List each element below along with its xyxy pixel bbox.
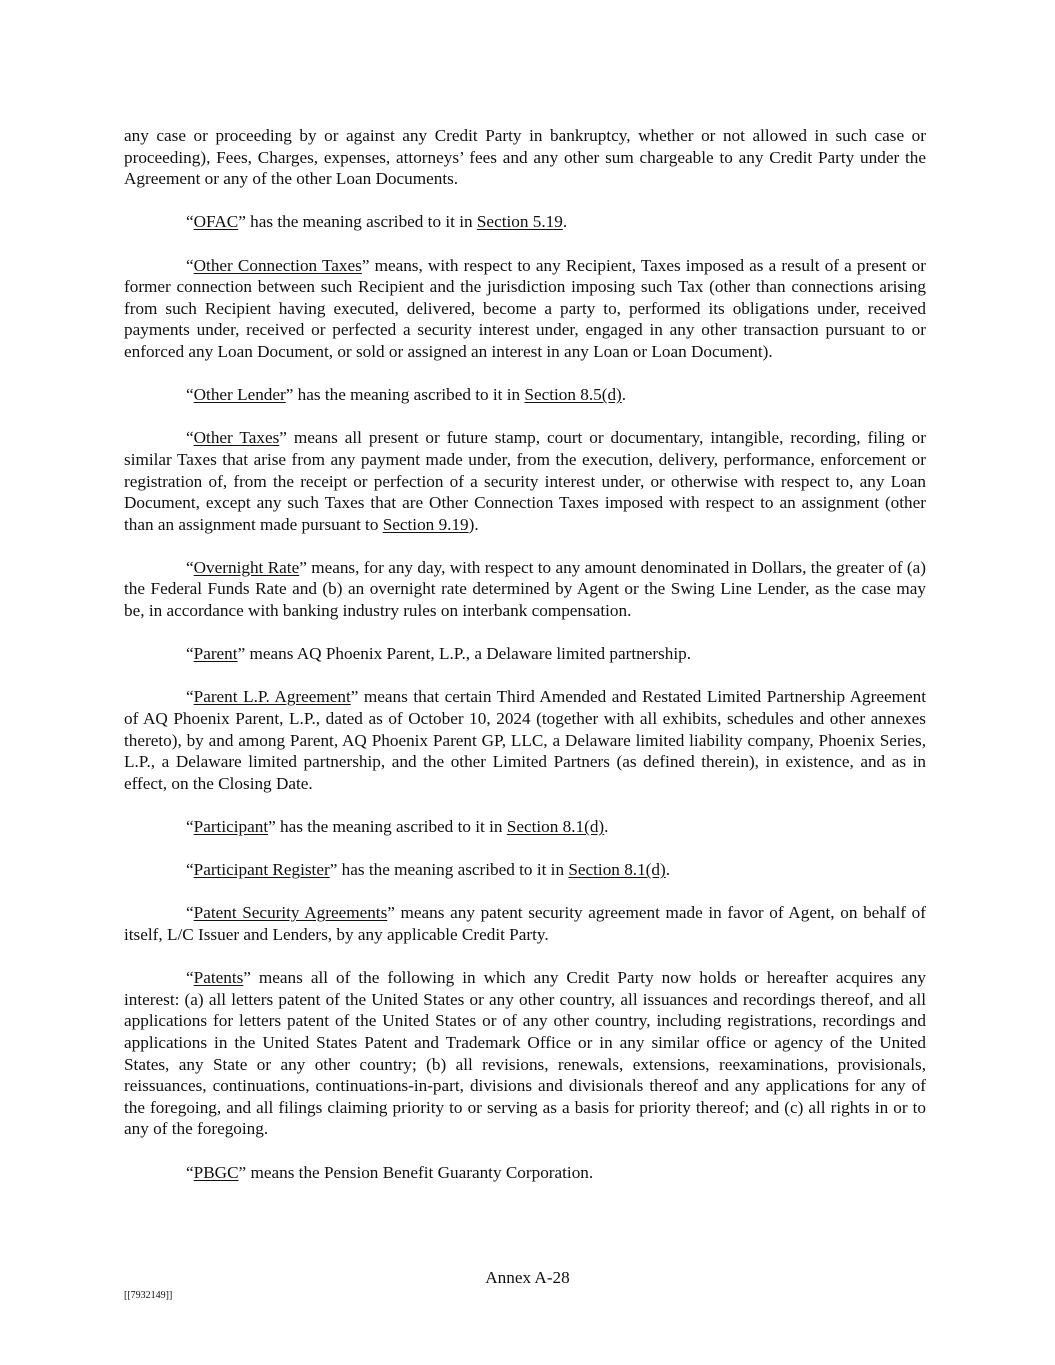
defined-term: Parent L.P. Agreement: [193, 687, 351, 707]
defined-term: Parent: [193, 644, 238, 664]
page-number: Annex A-28: [485, 1268, 570, 1287]
section-reference: Section 8.5(d): [524, 385, 622, 405]
definition-parent-lp-agreement: “Parent L.P. Agreement” means that certain Third Amended and Restated Limited Partnership Agreement of AQ Phoenix Parent, L.P., dated as of October 10, 2024 (together with all exhibits, schedules and other annexes thereto), by and among Parent, AQ Phoenix Parent GP, LLC, a Delaware limited liability company, Phoenix Series, L.P., a Delaware limited partnership, and the other Limited Partners (as defined therein), in existence, and as in effect, on the Closing Date.: [124, 687, 926, 793]
defined-term: PBGC: [193, 1162, 239, 1182]
definition-patent-security-agreements: “Patent Security Agreements” means any patent security agreement made in favor of Agent, on behalf of itself, L/C Issuer and Lenders, by any applicable Credit Party.: [124, 903, 926, 944]
continuation-paragraph: any case or proceeding by or against any Credit Party in bankruptcy, whether or not allowed in such case or proceeding), Fees, Charges, expenses, attorneys’ fees and any other sum chargeable to any Credit Party under the Agreement or any of the other Loan Documents.: [124, 126, 926, 189]
defined-term: Patent Security Agreements: [193, 903, 388, 923]
definition-other-connection-taxes: “Other Connection Taxes” means, with respect to any Recipient, Taxes imposed as a result of a present or former connection between such Recipient and the jurisdiction imposing such Tax (other than connections arising from such Recipient having executed, delivered, become a party to, performed its obligations under, received payments under, received or perfected a security interest under, engaged in any other transaction pursuant to or enforced any Loan Document, or sold or assigned an interest in any Loan or Loan Document).: [124, 255, 926, 361]
section-reference: Section 8.1(d): [506, 817, 605, 836]
definition-ofac: “OFAC” has the meaning ascribed to it in Section 5.19.: [186, 212, 568, 232]
definition-patents: “Patents” means all of the following in which any Credit Party now holds or hereafter acquires any interest: (a) all letters patent of the United States or any other country, all issuances and recordings thereof, and all applications for letters patent of the United States or of any other country, including registrations, recordings and applications in the United States Patent and Trademark Office or in any similar office or agency of the United States, any State or any other country; (b) all revisions, renewals, extensions, reexaminations, provisionals, reissuances, continuations, continuations-in-part, divisions and divisionals thereof and any applications for any of the foregoing, and all filings claiming priority to or serving as a basis for priority thereof; and (c) all rights in or to any of the foregoing.: [124, 968, 926, 1139]
defined-term: Patents: [193, 968, 244, 988]
defined-term: Participant: [193, 817, 269, 836]
section-reference: Section 5.19: [476, 212, 563, 232]
defined-term: OFAC: [193, 212, 239, 232]
definition-other-lender: “Other Lender” has the meaning ascribed to it in Section 8.5(d).: [186, 385, 627, 405]
definition-overnight-rate: “Overnight Rate” means, for any day, with respect to any amount denominated in Dollars, the greater of (a) the Federal Funds Rate and (b) an overnight rate determined by Agent or the Swing Line Lender, as the case may be, in accordance with banking industry rules on interbank compensation.: [124, 557, 926, 621]
defined-term: Participant Register: [193, 860, 330, 880]
document-body: [124, 125, 926, 1205]
definition-participant: “Participant” has the meaning ascribed to it in Section 8.1(d).: [186, 817, 609, 836]
section-reference: Section 9.19: [382, 514, 469, 534]
section-reference: Section 8.1(d): [568, 860, 666, 880]
definition-parent: “Parent” means AQ Phoenix Parent, L.P., a Delaware limited partnership.: [186, 644, 692, 664]
definition-participant-register: “Participant Register” has the meaning ascribed to it in Section 8.1(d).: [186, 860, 671, 880]
defined-term: Other Lender: [193, 385, 286, 405]
defined-term: Other Taxes: [193, 428, 280, 448]
defined-term: Other Connection Taxes: [193, 255, 362, 275]
defined-term: Overnight Rate: [193, 557, 300, 577]
definition-other-taxes: “Other Taxes” means all present or future stamp, court or documentary, intangible, recording, filing or similar Taxes that arise from any payment made under, from the execution, delivery, performance, enforcement or registration of, from the receipt or perfection of a security interest under, or otherwise with respect to, any Loan Document, except any such Taxes that are Other Connection Taxes imposed with respect to an assignment (other than an assignment made pursuant to Section 9.19).: [124, 428, 926, 534]
definition-pbgc: “PBGC” means the Pension Benefit Guaranty Corporation.: [186, 1162, 594, 1182]
document-id: [[7932149]]: [124, 1290, 173, 1301]
